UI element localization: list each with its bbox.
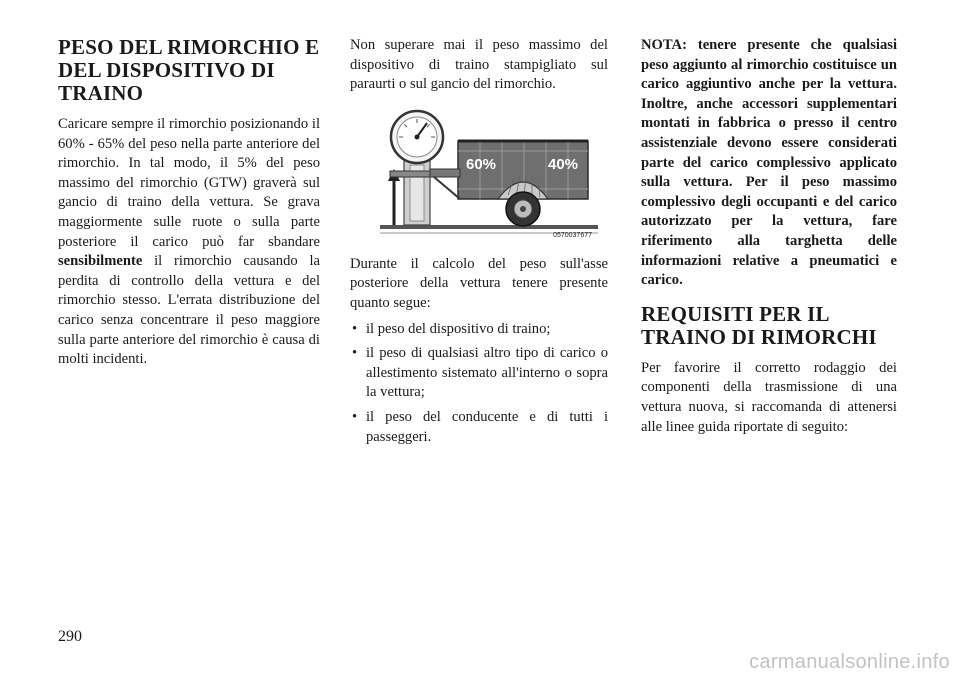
tongue-weight-figure	[380, 107, 598, 243]
list-item: • il peso del dispositivo di traino;	[350, 320, 608, 340]
page-number: 290	[58, 628, 82, 645]
trailer-scale-illustration	[380, 107, 598, 243]
watermark: carmanualsonline.info	[749, 651, 950, 673]
tongue-bar	[390, 171, 434, 177]
weight-factors-list	[350, 320, 608, 448]
emphasis-word: sensibilmente	[58, 253, 143, 270]
column-left	[58, 36, 320, 370]
section-heading-towing-requirements: REQUISITI PER IL TRAINO DI RIMORCHI	[641, 301, 877, 349]
section-heading-trailer-weight: PESO DEL RIMORCHIO E DEL DISPOSITIVO DI TRAINO	[58, 35, 320, 105]
note-paragraph: NOTA: tenere presente che qualsiasi peso aggiunto al rimorchio costituisce un carico aggiuntivo anche per la vettura. Inoltre, anche accessori supplementari montati in fabbrica o presso il centro assistenziale devono essere considerati parte del carico complessivo applicato sulla vettura. Per il peso massimo complessivo degli occupanti e del carico autorizzato per la vettura, fare riferimento alla targhetta delle informazioni relative a pneumatici e carico.	[641, 37, 897, 289]
rear-percent-label: 40%	[548, 155, 579, 173]
hitch-limit-paragraph: Non superare mai il peso massimo del dispositivo di traino stampigliato sul paraurti o sul gancio del rimorchio.	[350, 37, 608, 93]
list-item: • il peso di qualsiasi altro tipo di carico o allestimento sistemato all'interno o sopra la vettura;	[350, 344, 608, 403]
column-right	[641, 36, 897, 437]
trailer-loading-paragraph	[58, 115, 320, 370]
figure-code: 0570037677	[553, 231, 592, 239]
list-item: • il peso del conducente e di tutti i passeggeri.	[350, 408, 608, 447]
paragraph-text-start: Caricare sempre il rimorchio posizionando il 60% - 65% del peso nella parte anteriore del rimorchio. In tal modo, il 5% del peso massimo del rimorchio (GTW) graverà sul gancio di traino della vettura. Se grava maggiormente sulle ruote o sulla parte posteriore il carico può far sbandare	[58, 116, 320, 250]
break-in-paragraph: Per favorire il corretto rodaggio dei componenti della trasmissione di una vettura nuova, si raccomanda di attenersi alle linee guida riportate di seguito:	[641, 359, 897, 435]
front-percent-label: 60%	[466, 155, 497, 173]
column-middle	[350, 36, 608, 452]
rear-axle-paragraph: Durante il calcolo del peso sull'asse posteriore della vettura tenere presente quanto segue:	[350, 255, 608, 311]
trailer-drawbar	[430, 169, 460, 177]
paragraph-text-end: il rimorchio causando la perdita di controllo della vettura e del rimorchio stesso. L'errata distribuzione del carico senza concentrare il peso maggiore sulla parte anteriore del rimorchio è causa di molti incidenti.	[58, 253, 320, 368]
ground-line	[380, 225, 598, 229]
